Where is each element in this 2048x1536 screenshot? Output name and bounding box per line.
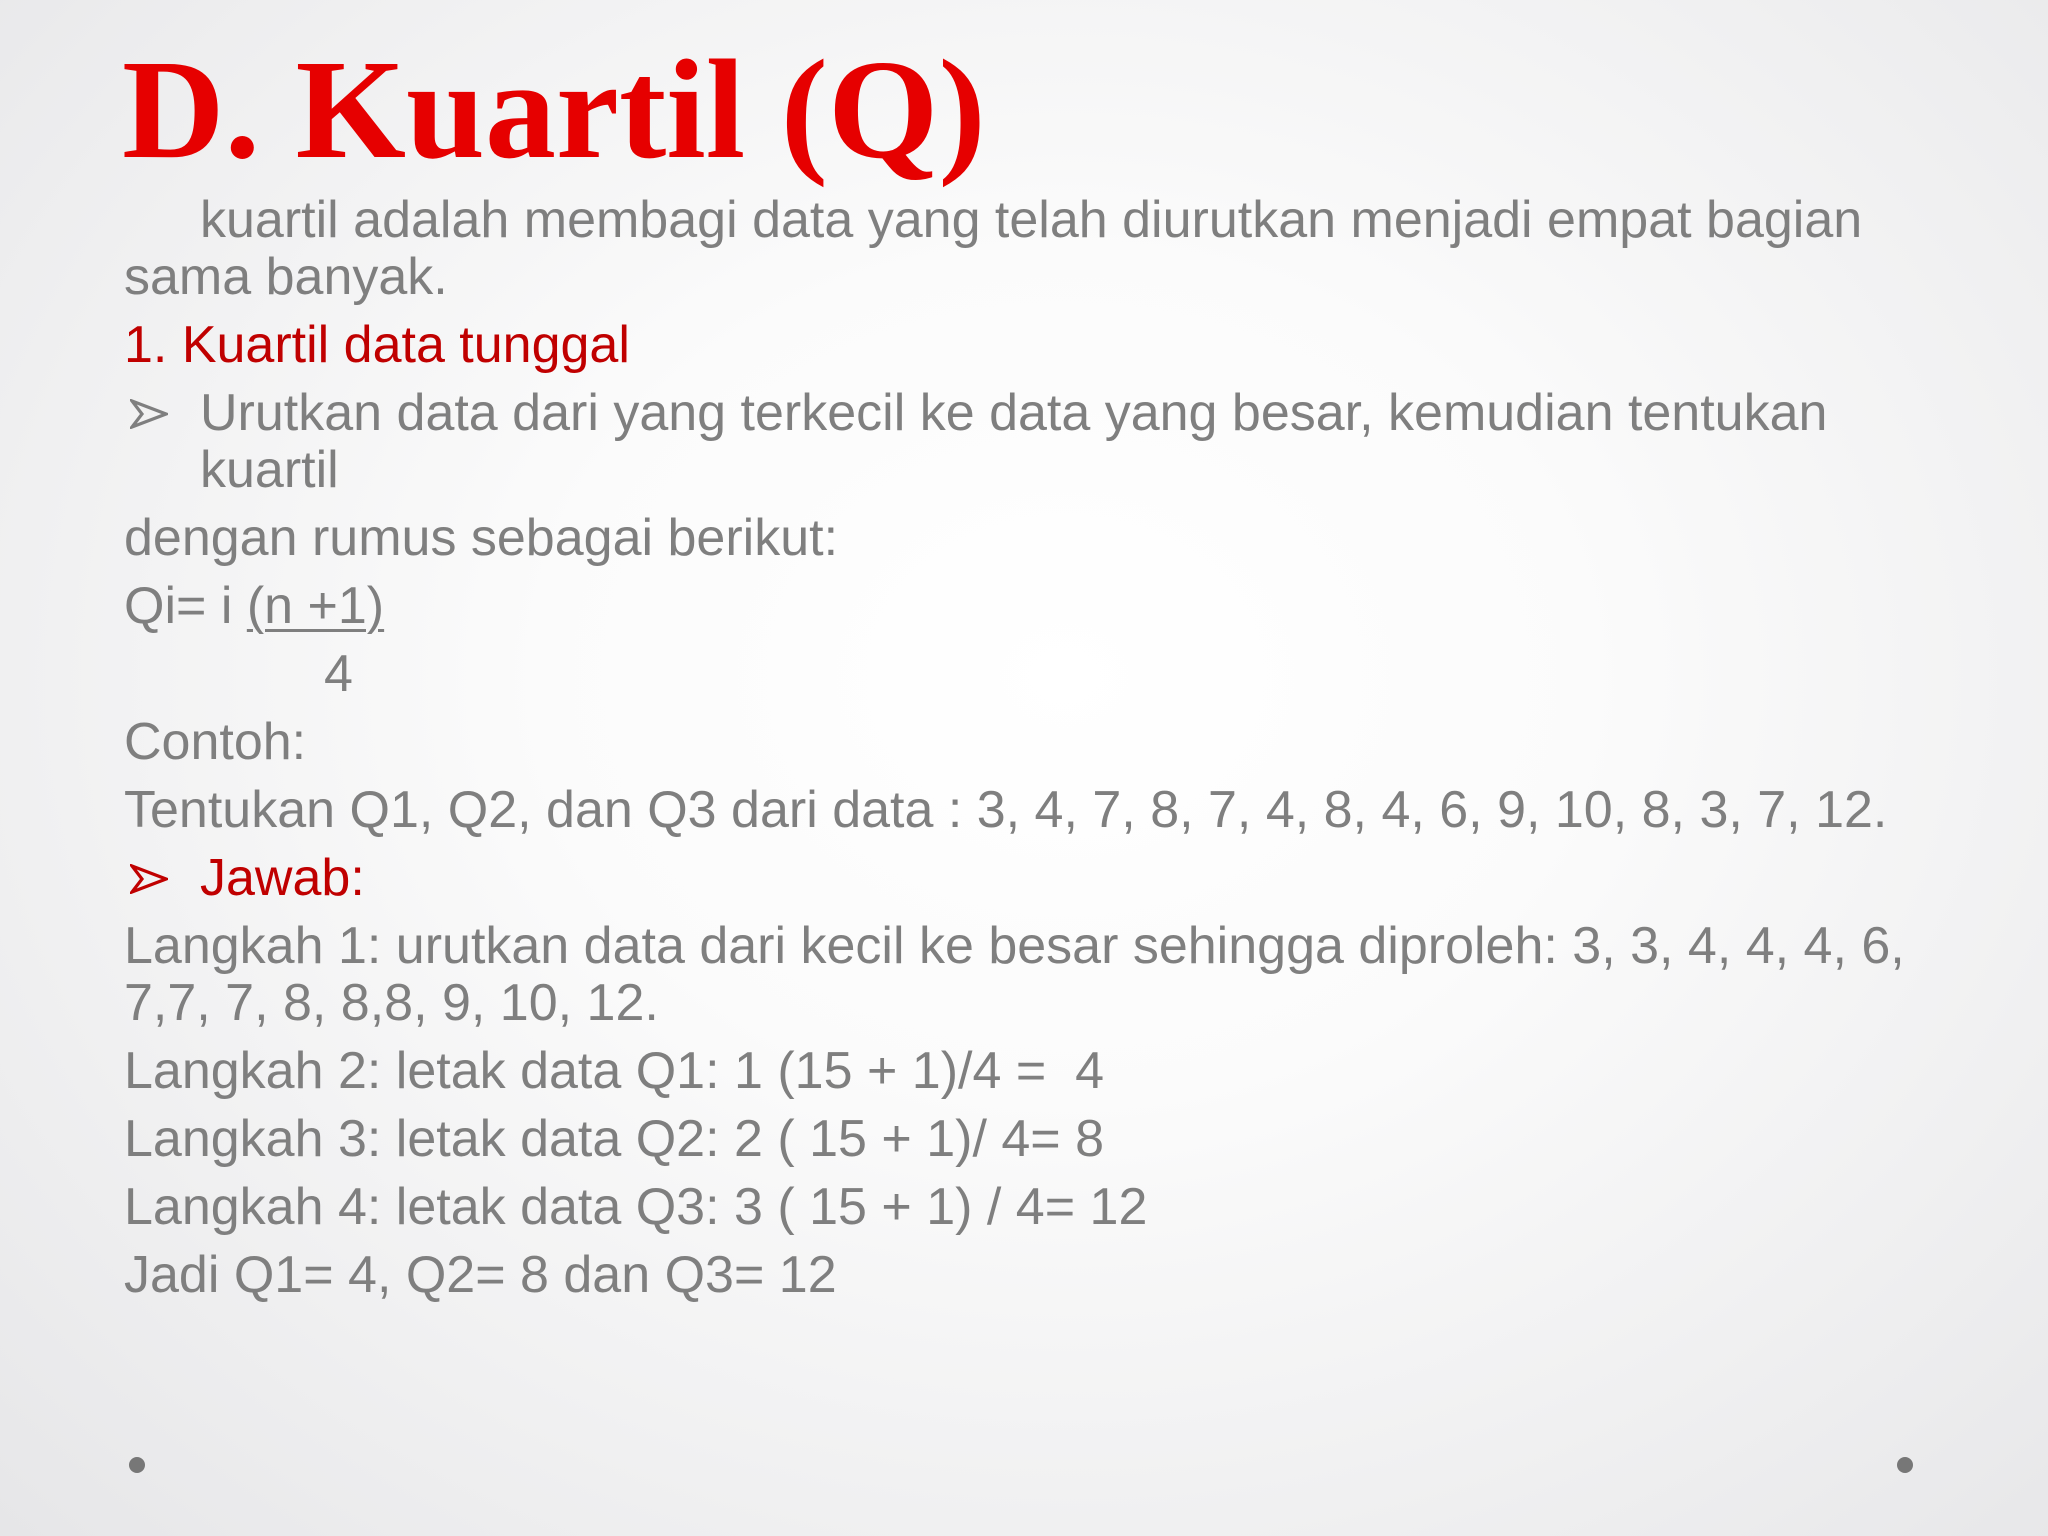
conclusion: Jadi Q1= 4, Q2= 8 dan Q3= 12	[124, 1246, 837, 1304]
formula-numerator: (n +1)	[246, 577, 385, 635]
slide-body	[124, 192, 1924, 1315]
step-4: Langkah 4: letak data Q3: 3 ( 15 + 1) / 4= 12	[124, 1178, 1148, 1236]
formula-denominator: 4	[324, 645, 353, 703]
arrowhead-bullet-icon	[130, 399, 168, 429]
example-question: Tentukan Q1, Q2, dan Q3 dari data : 3, 4, 7, 8, 7, 4, 8, 4, 6, 9, 10, 8, 3, 7, 12.	[124, 781, 1888, 839]
answer-label: Jawab:	[200, 849, 365, 907]
dot-icon	[1897, 1457, 1913, 1473]
step-3: Langkah 3: letak data Q2: 2 ( 15 + 1)/ 4= 8	[124, 1110, 1105, 1168]
step-1: Langkah 1: urutkan data dari kecil ke besar sehingga diproleh: 3, 3, 4, 4, 4, 6, 7,7, 7, 8, 8,8, 9, 10, 12.	[124, 917, 1905, 1032]
bullet-step-text: Urutkan data dari yang terkecil ke data yang besar, kemudian tentukan kuartil	[200, 384, 1828, 499]
formula-line	[124, 578, 1924, 635]
answer-bullet	[124, 850, 1924, 907]
arrowhead-bullet-icon	[130, 864, 168, 894]
step-2: Langkah 2: letak data Q1: 1 (15 + 1)/4 = 4	[124, 1042, 1105, 1100]
formula-prefix: Qi= i	[124, 577, 247, 635]
bullet-step	[124, 385, 1924, 499]
formula-intro: dengan rumus sebagai berikut:	[124, 509, 839, 567]
section-heading: 1. Kuartil data tunggal	[124, 316, 630, 374]
slide-title: D. Kuartil (Q)	[122, 30, 986, 188]
definition-text: kuartil adalah membagi data yang telah diurutkan menjadi empat bagian sama banyak.	[124, 191, 1863, 306]
example-label: Contoh:	[124, 713, 307, 771]
dot-icon	[129, 1457, 145, 1473]
